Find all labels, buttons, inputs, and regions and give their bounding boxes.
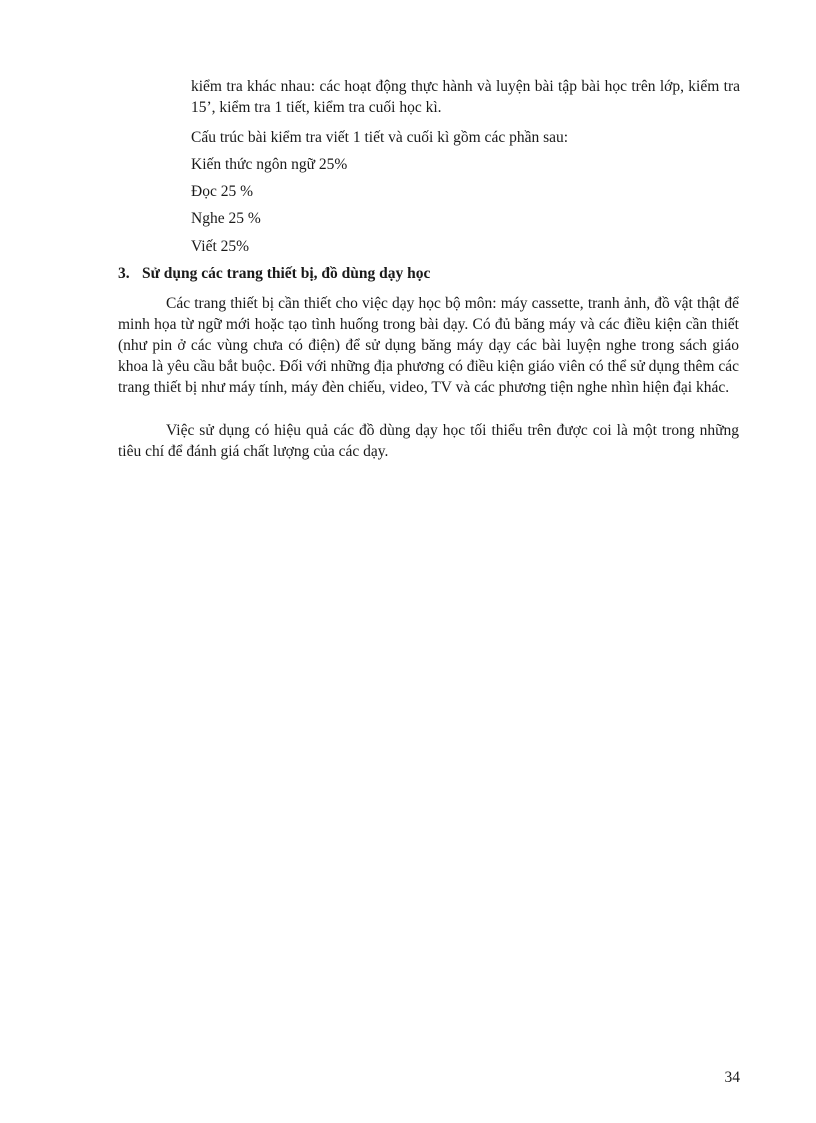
section-heading (118, 263, 738, 284)
structure-item-language-knowledge: Kiến thức ngôn ngữ 25% (191, 156, 348, 173)
structure-item-listening: Nghe 25 % (191, 210, 261, 227)
structure-intro: Cấu trúc bài kiểm tra viết 1 tiết và cuối kì gồm các phần sau: (191, 129, 569, 146)
effectiveness-paragraph: Việc sử dụng có hiệu quả các đồ dùng dạy học tối thiểu trên được coi là một trong những tiêu chí để đánh giá chất lượng của các dạy. (118, 422, 739, 460)
equipment-paragraph: Các trang thiết bị cần thiết cho việc dạy học bộ môn: máy cassette, tranh ảnh, đồ vật thật để minh họa từ ngữ mới hoặc tạo tình huống trong bài dạy. Có đủ băng máy và các điều kiện cần thiết (như pin ở các vùng chưa có điện) để sử dụng băng máy dạy các bài luyện nghe trong sách giáo khoa là yêu cầu bắt buộc. Đối với những địa phương có điều kiện giáo viên có thể sử dụng thêm các trang thiết bị như máy tính, máy đèn chiếu, video, TV và các phương tiện nghe nhìn hiện đại khác. (118, 295, 739, 396)
structure-item-writing: Viết 25% (191, 238, 250, 255)
section-title: Sử dụng các trang thiết bị, đồ dùng dạy học (142, 265, 431, 282)
structure-item-reading: Đọc 25 % (191, 183, 253, 200)
section-number: 3. (118, 265, 130, 282)
page-number: 34 (724, 1069, 740, 1086)
continuation-paragraph: kiểm tra khác nhau: các hoạt động thực hành và luyện bài tập bài học trên lớp, kiểm tra 15’, kiểm tra 1 tiết, kiểm tra cuối học kì. (191, 78, 740, 116)
